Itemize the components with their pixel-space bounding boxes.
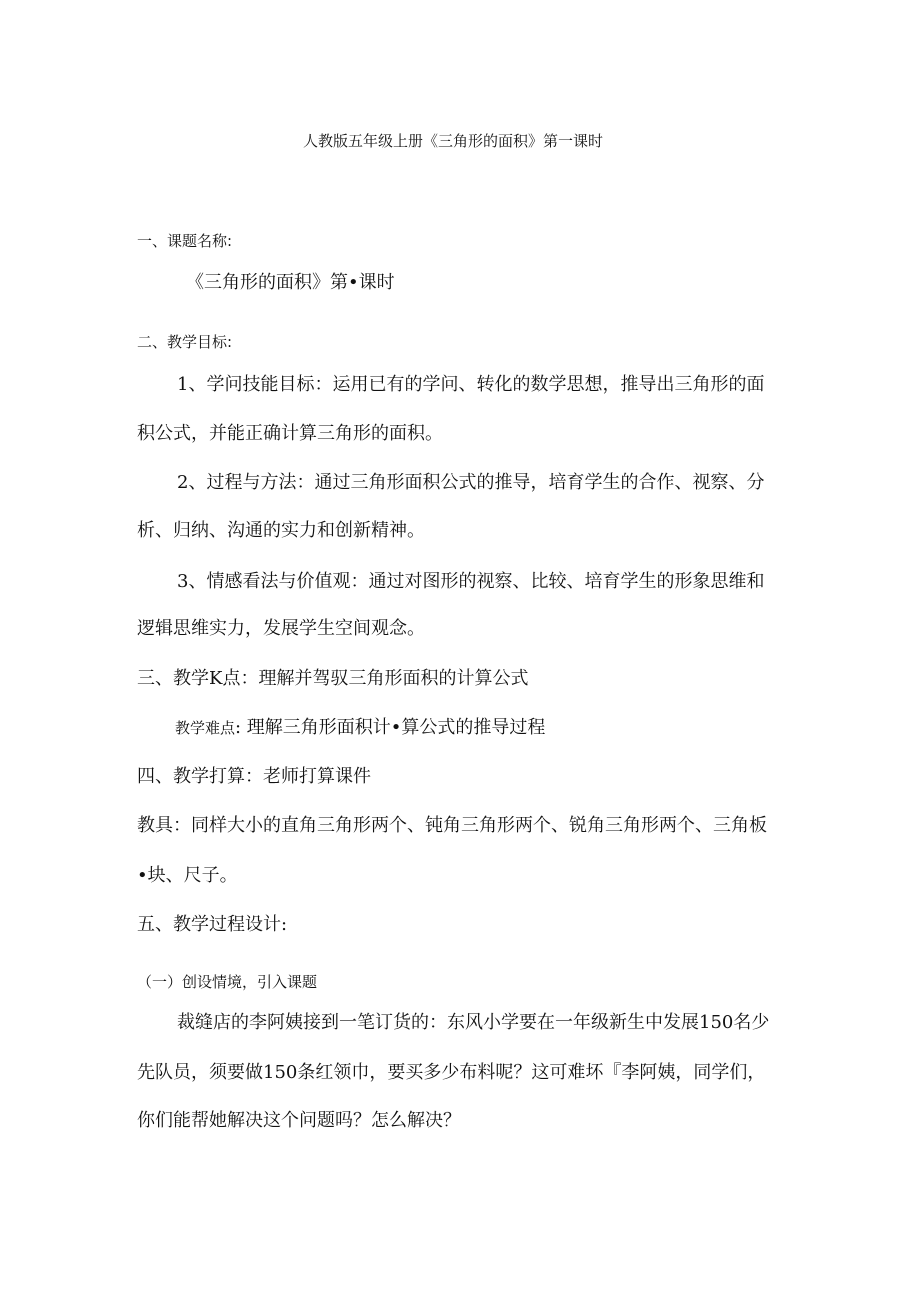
section1-heading: 一、课题名称: bbox=[137, 232, 233, 250]
section1-content: 《三角形的面积》第•课时 bbox=[186, 272, 395, 293]
key-point: 理解并驾驭三角形面积的计算公式 bbox=[258, 668, 529, 689]
section4-line: 四、教学打算：老师打算课件 bbox=[137, 766, 371, 787]
goal1-line1: 1、学问技能目标：运用已有的学问、转化的数学思想，推导出三角形的面 bbox=[177, 374, 765, 395]
section5-sub1: （一）创设情境，引入课题 bbox=[137, 973, 318, 991]
section3-heading: 三、教学K点： bbox=[137, 668, 259, 689]
goal3-line2: 逻辑思维实力，发展学生空间观念。 bbox=[137, 618, 425, 639]
goal2-line2: 析、归纳、沟通的实力和创新精神。 bbox=[137, 520, 425, 541]
section5-heading: 五、教学过程设计: bbox=[137, 914, 288, 935]
goal2-line1: 2、过程与方法：通过三角形面积公式的推导，培育学生的合作、视察、分 bbox=[177, 472, 765, 493]
goal3-line1: 3、情感看法与价值观：通过对图形的视察、比较、培育学生的形象思维和 bbox=[177, 571, 765, 592]
paragraph-line2: 先队员，须要做150条红领巾，要买多少布料呢？这可难坏『李阿姨，同学们， bbox=[137, 1062, 766, 1083]
section3-line bbox=[137, 667, 528, 691]
paragraph-line3: 你们能帮她解决这个问题吗？怎么解决？ bbox=[137, 1110, 461, 1131]
paragraph-line1: 裁缝店的李阿姨接到一笔订货的：东风小学要在一年级新生中发展150名少 bbox=[177, 1012, 770, 1033]
difficulty-text: : 理解三角形面积计•算公式的推导过程 bbox=[235, 717, 546, 738]
goal1-line2: 积公式，并能正确计算三角形的面积。 bbox=[137, 423, 443, 444]
section2-heading: 二、教学目标: bbox=[137, 333, 233, 351]
difficulty-label: 教学难点 bbox=[175, 719, 236, 737]
document-title: 人教版五年级上册《三角形的面积》第一课时 bbox=[303, 132, 604, 150]
difficulty-line bbox=[175, 716, 545, 740]
tools-line2: •块、尺子。 bbox=[137, 865, 238, 886]
tools-line1: 教具：同样大小的直角三角形两个、钝角三角形两个、锐角三角形两个、三角板 bbox=[137, 815, 767, 836]
